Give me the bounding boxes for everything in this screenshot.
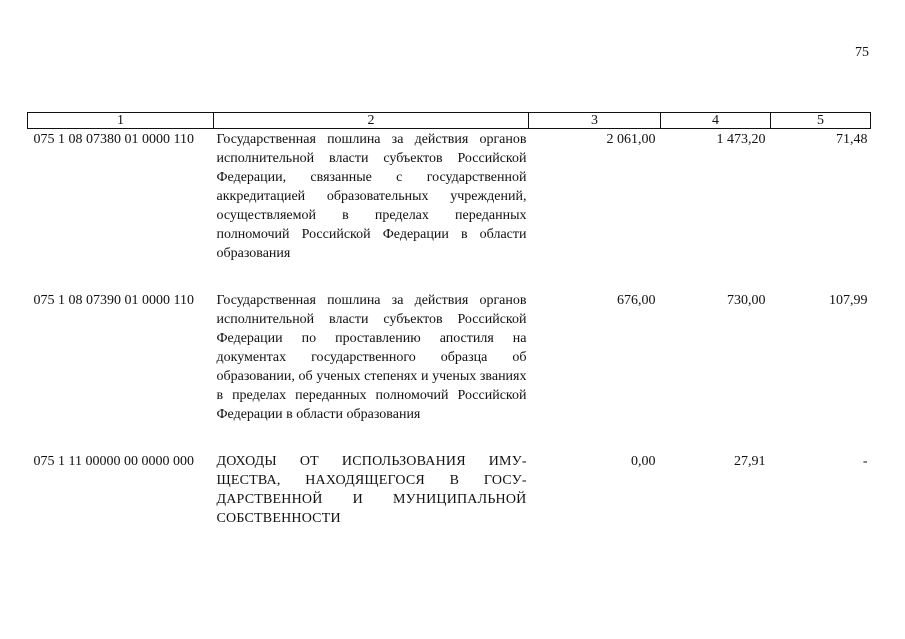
column-header-5: 5 [771, 113, 871, 129]
row-value-col3: 0,00 [631, 454, 656, 469]
row-value-col4: 730,00 [727, 293, 766, 308]
row-value-col5: 107,99 [829, 293, 868, 308]
table-header-row [28, 113, 871, 129]
column-header-4: 4 [661, 113, 771, 129]
budget-table [27, 112, 871, 556]
row-value-col3: 676,00 [617, 293, 656, 308]
row-value-col3: 2 061,00 [606, 132, 656, 147]
row-code: 075 1 08 07390 01 0000 110 [33, 293, 194, 308]
table-row [28, 452, 871, 556]
column-header-1: 1 [28, 113, 214, 129]
table-row [28, 291, 871, 452]
row-name: Государственная пошлина за действия органов исполнительной власти субъектов Российской Федерации по проставлению апостиля на документах государственного образца об образовании, об ученых степенях и ученых званиях в пределах переданных полномочий Российской Федерации в области образования [216, 293, 527, 422]
row-name: ДОХОДЫ ОТ ИСПОЛЬЗОВАНИЯ ИМУЩЕСТВА, НАХОДЯЩЕГОСЯ В ГОСУДАРСТВЕННОЙ И МУНИЦИПАЛЬНОЙ СОБСТВЕННОСТИ [216, 454, 527, 526]
row-code: 075 1 11 00000 00 0000 000 [33, 454, 194, 469]
column-header-2: 2 [214, 113, 529, 129]
table-row [28, 129, 871, 292]
page-number: 75 [855, 45, 869, 60]
row-value-col5: - [862, 454, 868, 469]
row-value-col4: 1 473,20 [716, 132, 766, 147]
row-name: Государственная пошлина за действия органов исполнительной власти субъектов Российской Федерации, связанные с государственной аккредитацией образовательных учреждений, осуществляемой в пределах переданных полномочий Российской Федерации в области образования [216, 132, 527, 261]
row-value-col5: 71,48 [836, 132, 868, 147]
row-code: 075 1 08 07380 01 0000 110 [33, 132, 194, 147]
column-header-3: 3 [529, 113, 661, 129]
row-value-col4: 27,91 [734, 454, 766, 469]
